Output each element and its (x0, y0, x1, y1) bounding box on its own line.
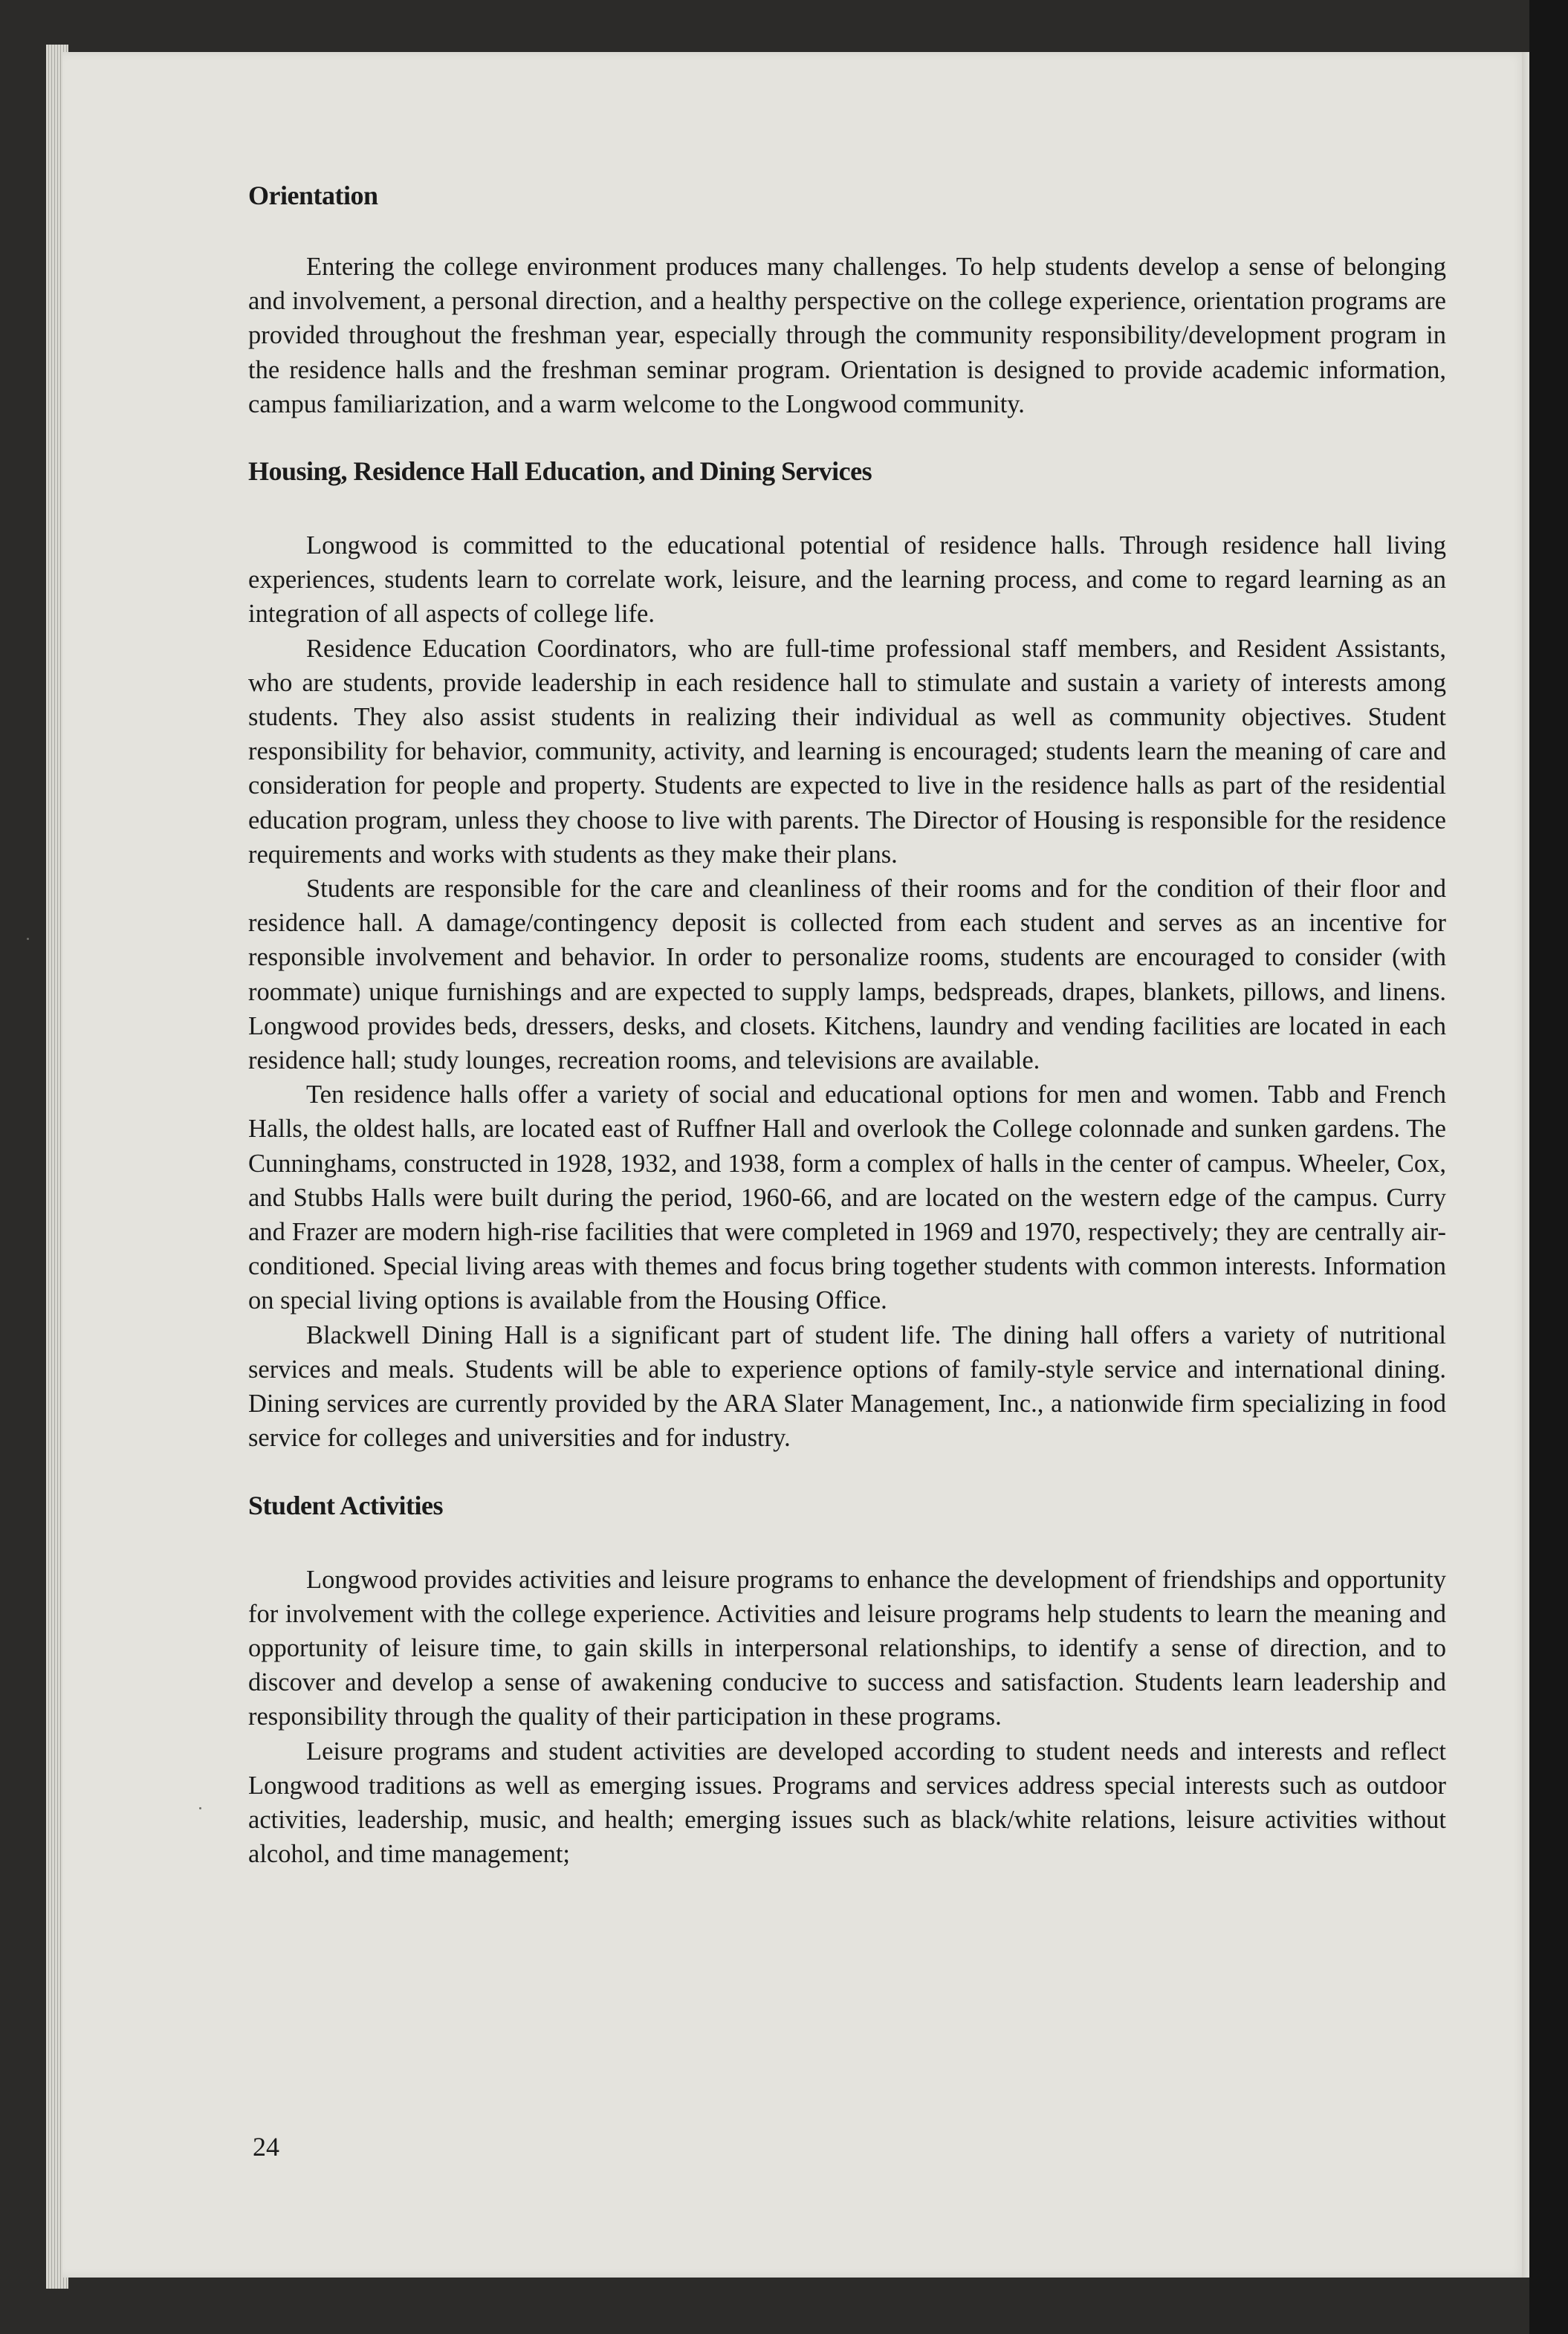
dust-speck (199, 1807, 201, 1809)
orientation-section (248, 178, 1446, 421)
scanner-border (1529, 0, 1568, 2334)
paragraph: Residence Education Coordinators, who are full-time professional staff members, and Resident Assistants, who are students, provide leadership in each residence hall to stimulate and sustain a variety of interests among students. They also assist students in realizing their individual as well as community objectives. Student responsibility for behavior, community, activity, and learning is encouraged; students learn the meaning of care and consideration for people and property. Students are expected to live in the residence halls as part of the residential education program, unless they choose to live with parents. The Director of Housing is responsible for the residence requirements and works with students as they make their plans. (248, 634, 1446, 869)
page-content (248, 178, 1446, 1871)
paragraph: Longwood is committed to the educational potential of residence halls. Through residence hall living experiences, students learn to correlate work, leisure, and the learning process, and come to regard learning as an integration of all aspects of college life. (248, 531, 1446, 629)
paragraph: Blackwell Dining Hall is a significant part of student life. The dining hall offers a variety of nutritional services and meals. Students will be able to experience options of family-style service and international dining. Dining services are currently provided by the ARA Slater Management, Inc., a nationwide firm specializing in food service for colleges and universities and for industry. (248, 1320, 1446, 1453)
paragraph: Entering the college environment produces many challenges. To help students develop a sense of belonging and involvement, a personal direction, and a healthy perspective on the college experience, orientation programs are provided throughout the freshman year, especially through the community responsibility/development program in the residence halls and the freshman seminar program. Orientation is designed to provide academic information, campus familiarization, and a warm welcome to the Longwood community. (248, 253, 1446, 418)
dust-speck (27, 938, 29, 940)
section-heading-orientation: Orientation (248, 181, 378, 210)
section-heading-housing: Housing, Residence Hall Education, and Dining Services (248, 456, 872, 487)
section-heading-student-activities: Student Activities (248, 1490, 444, 1520)
page-number: 24 (253, 2132, 279, 2162)
paragraph: Ten residence halls offer a variety of social and educational options for men and women. Tabb and French Halls, the oldest halls, are located east of Ruffner Hall and overlook the College colonnade and sunken gardens. The Cunninghams, constructed in 1928, 1932, and 1938, form a complex of halls in the center of campus. Wheeler, Cox, and Stubbs Halls were built during the period, 1960-66, and are located on the western edge of the campus. Curry and Frazer are modern high-rise facilities that were completed in 1969 and 1970, respectively; they are centrally air-conditioned. Special living areas with themes and focus bring together students with common interests. Information on special living options is available from the Housing Office. (248, 1080, 1446, 1315)
paragraph: Longwood provides activities and leisure programs to enhance the development of friendships and opportunity for involvement with the college experience. Activities and leisure programs help students to learn the meaning and opportunity of leisure time, to gain skills in interpersonal relationships, to identify a sense of direction, and to discover and develop a sense of awakening conducive to success and satisfaction. Students learn leadership and responsibility through the quality of their participation in these programs. (248, 1565, 1446, 1731)
housing-section (248, 454, 1446, 1455)
paragraph: Students are responsible for the care and cleanliness of their rooms and for the condition of their floor and residence hall. A damage/contingency deposit is collected from each student and serves as an incentive for responsible involvement and behavior. In order to personalize rooms, students are encouraged to consider (with roommate) unique furnishings and are expected to supply lamps, bedspreads, drapes, blankets, pillows, and linens. Longwood provides beds, dressers, desks, and closets. Kitchens, laundry and vending facilities are located in each residence hall; study lounges, recreation rooms, and televisions are available. (248, 875, 1446, 1075)
student-activities-section (248, 1488, 1446, 1872)
paragraph: Leisure programs and student activities are developed according to student needs and interests and reflect Longwood traditions as well as emerging issues. Programs and services address special interests such as outdoor activities, leadership, music, and health; emerging issues such as black/white relations, leisure activities without alcohol, and time management; (248, 1737, 1446, 1869)
